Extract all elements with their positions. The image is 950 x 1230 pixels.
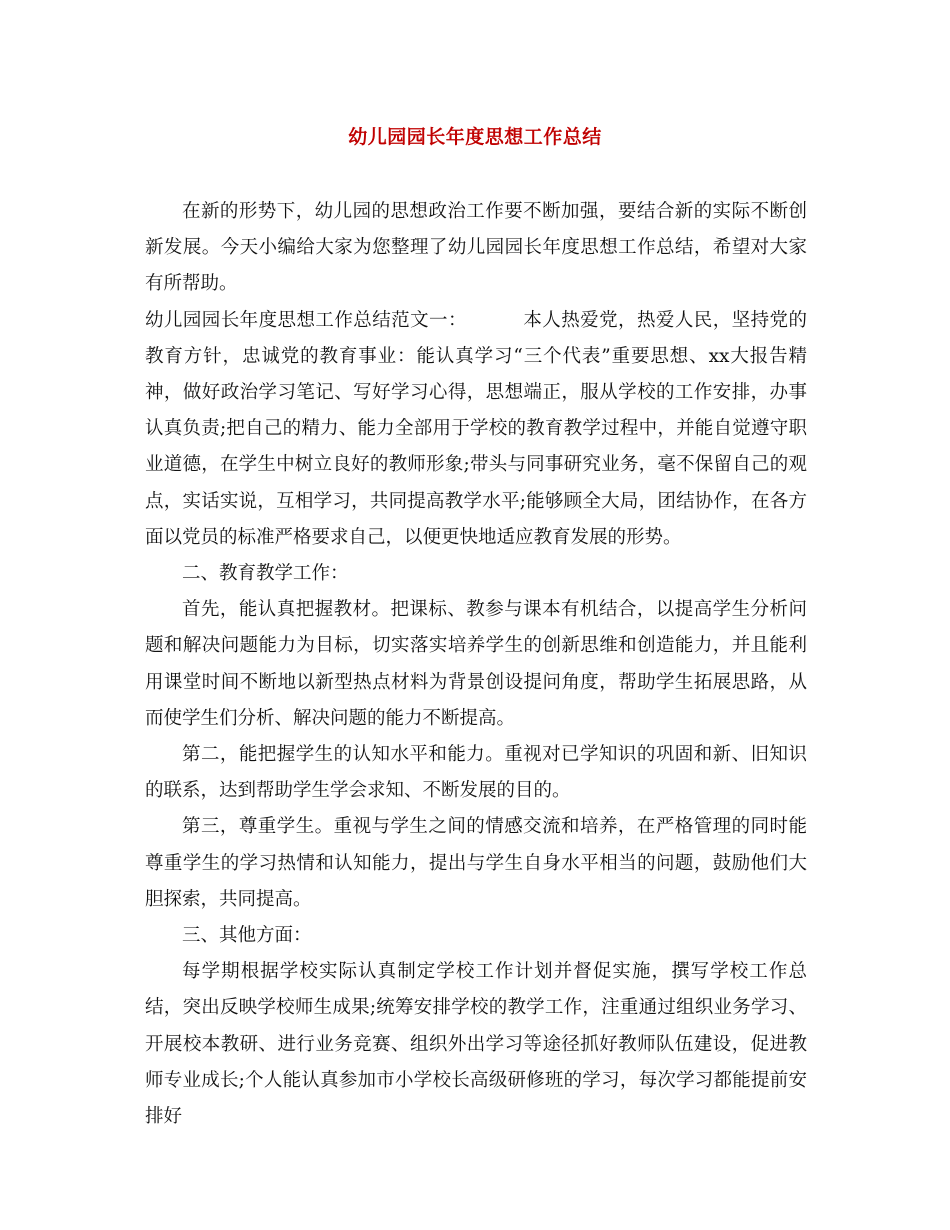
second-paragraph: 第二，能把握学生的认知水平和能力。重视对已学知识的巩固和新、旧知识的联系，达到帮助学生学会求知、不断发展的目的。 — [145, 744, 807, 802]
third-paragraph: 第三，尊重学生。重视与学生之间的情感交流和培养，在严格管理的同时能尊重学生的学习热情和认知能力，提出与学生自身水平相当的问题，鼓励他们大胆探索，共同提高。 — [145, 816, 807, 910]
section3-heading: 三、其他方面： — [182, 925, 312, 947]
document-body — [145, 194, 807, 1135]
document-title: 幼儿园园长年度思想工作总结 — [348, 126, 602, 148]
first-paragraph: 首先，能认真把握教材。把课标、教参与课本有机结合，以提高学生分析问题和解决问题能力为目标，切实落实培养学生的创新思维和创造能力，并且能利用课堂时间不断地以新型热点材料为背景创设提问角度，帮助学生拓展思路，从而使学生们分析、解决问题的能力不断提高。 — [145, 599, 807, 729]
intro-paragraph: 在新的形势下，幼儿园的思想政治工作要不断加强，要结合新的实际不断创新发展。今天小编给大家为您整理了幼儿园园长年度思想工作总结，希望对大家有所帮助。 — [145, 201, 807, 295]
section1-text: 本人热爱党，热爱人民，坚持党的教育方针，忠诚党的教育事业：能认真学习“三个代表”重要思想、xx大报告精神，做好政治学习笔记、写好学习心得，思想端正，服从学校的工作安排，办事认真负责;把自己的精力、能力全部用于学校的教育教学过程中，并能自觉遵守职业道德，在学生中树立良好的教师形象;带头与同事研究业务，毫不保留自己的观点，实话实说，互相学习，共同提高教学水平;能够顾全大局，团结协作，在各方面以党员的标准严格要求自己，以便更快地适应教育发展的形势。 — [145, 309, 807, 548]
section1-paragraph — [145, 303, 807, 556]
section1-heading: 幼儿园园长年度思想工作总结范文一： — [145, 309, 467, 331]
other-paragraph: 每学期根据学校实际认真制定学校工作计划并督促实施，撰写学校工作总结，突出反映学校师生成果;统筹安排学校的教学工作，注重通过组织业务学习、开展校本教研、进行业务竞赛、组织外出学习等途径抓好教师队伍建设，促进教师专业成长;个人能认真参加市小学校长高级研修班的学习，每次学习都能提前安排好 — [145, 961, 807, 1128]
section2-heading: 二、教育教学工作： — [182, 563, 349, 585]
